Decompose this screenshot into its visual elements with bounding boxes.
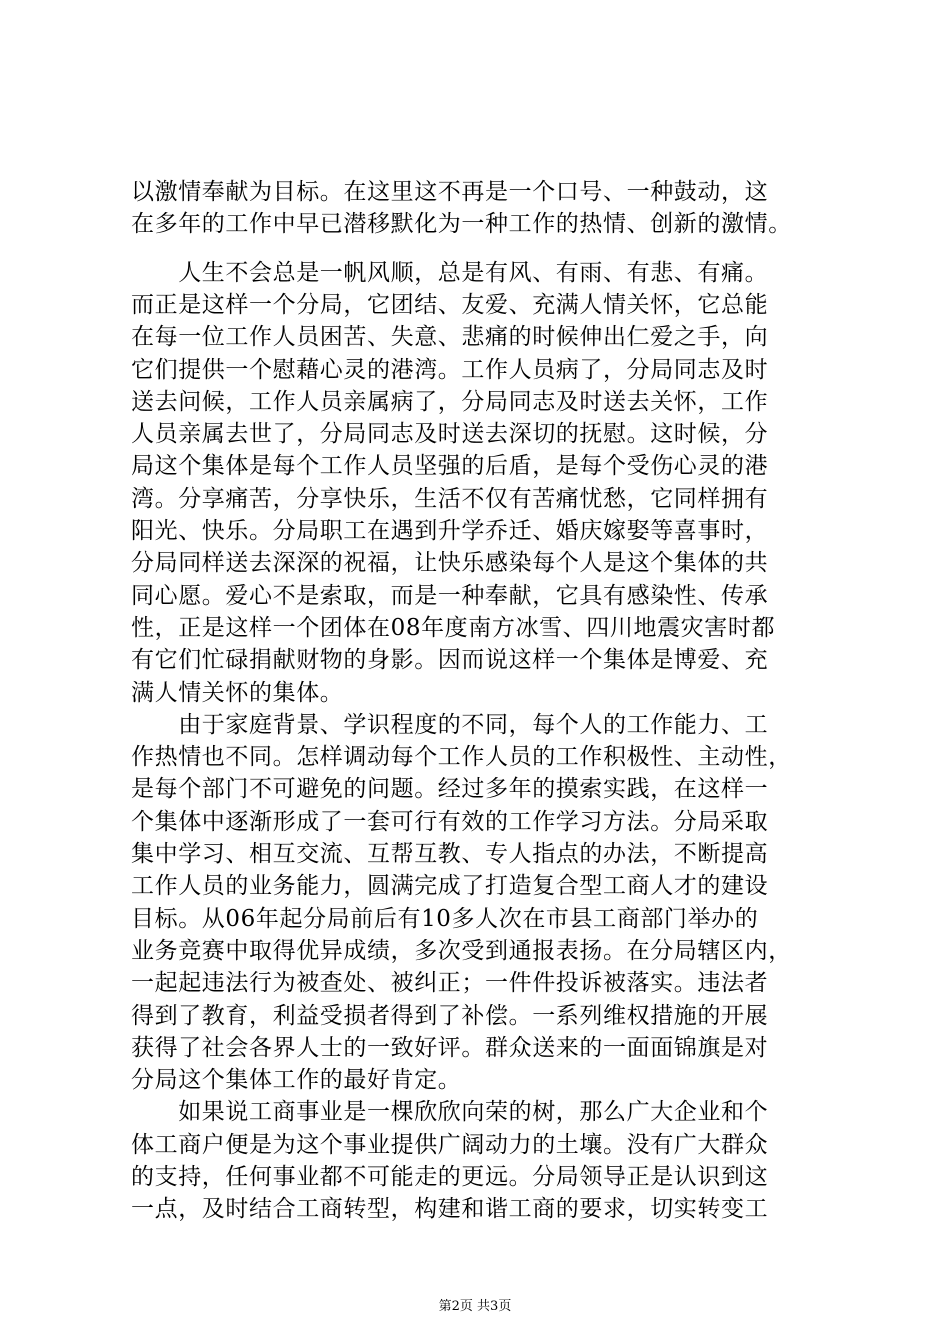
text-line: 的支持，任何事业都不可能走的更远。分局领导正是认识到这 (131, 1164, 769, 1190)
text-line: 性，正是这样一个团体在08年度南方冰雪、四川地震灾害时都 (131, 614, 776, 641)
text-line: 体工商户便是为这个事业提供广阔动力的土壤。没有广大群众 (131, 1131, 769, 1158)
text-line: 一起起违法行为被查处、被纠正；一件件投诉被落实。违法者 (131, 970, 769, 997)
text-line: 有它们忙碌捐献财物的身影。因而说这样一个集体是博爱、充 (131, 647, 769, 674)
text-line: 集中学习、相互交流、互帮互教、专人指点的办法，不断提高 (131, 841, 769, 867)
text-line: 目标。从06年起分局前后有10多人次在市县工商部门举办的 (131, 905, 759, 932)
text-line: 得到了教育，利益受损者得到了补偿。一系列维权措施的开展 (131, 1002, 769, 1029)
text-line: 在每一位工作人员困苦、失意、悲痛的时候伸出仁爱之手，向 (131, 324, 769, 351)
text-line: 分局同样送去深深的祝福，让快乐感染每个人是这个集体的共 (131, 550, 769, 577)
text-line: 同心愿。爱心不是索取，而是一种奉献，它具有感染性、传承 (131, 582, 769, 609)
text-line: 满人情关怀的集体。 (131, 679, 344, 706)
text-line: 是每个部门不可避免的问题。经过多年的摸索实践，在这样一 (131, 776, 769, 803)
text-line: 阳光、快乐。分局职工在遇到升学乔迁、婚庆嫁娶等喜事时， (131, 518, 769, 544)
text-line: 人员亲属去世了，分局同志及时送去深切的抚慰。这时候，分 (131, 421, 769, 448)
text-line: 局这个集体是每个工作人员坚强的后盾，是每个受伤心灵的港 (131, 453, 769, 480)
text-line: 送去问候，工作人员亲属病了，分局同志及时送去关怀，工作 (131, 388, 769, 415)
text-line: 个集体中逐渐形成了一套可行有效的工作学习方法。分局采取 (131, 808, 769, 835)
text-line: 由于家庭背景、学识程度的不同，每个人的工作能力、工 (131, 711, 769, 738)
text-line: 如果说工商事业是一棵欣欣向荣的树，那么广大企业和个 (131, 1099, 769, 1126)
text-line: 而正是这样一个分局，它团结、友爱、充满人情关怀，它总能 (131, 291, 769, 318)
text-line: 以激情奉献为目标。在这里这不再是一个口号、一种鼓动，这 (131, 179, 769, 205)
text-line: 一点，及时结合工商转型，构建和谐工商的要求，切实转变工 (131, 1196, 769, 1223)
text-line: 业务竞赛中取得优异成绩，多次受到通报表扬。在分局辖区内， (131, 937, 792, 964)
text-line: 湾。分享痛苦，分享快乐，生活不仅有苦痛忧愁，它同样拥有 (131, 485, 769, 512)
text-line: 获得了社会各界人士的一致好评。群众送来的一面面锦旗是对 (131, 1034, 769, 1061)
text-line: 作热情也不同。怎样调动每个工作人员的工作积极性、主动性， (131, 744, 792, 771)
text-line: 分局这个集体工作的最好肯定。 (131, 1067, 462, 1094)
text-line: 在多年的工作中早已潜移默化为一种工作的热情、创新的激情。 (131, 211, 792, 238)
text-line: 工作人员的业务能力，圆满完成了打造复合型工商人才的建设 (131, 873, 769, 900)
page-footer: 第2页 共3页 (438, 1299, 512, 1314)
text-line: 它们提供一个慰藉心灵的港湾。工作人员病了，分局同志及时 (131, 356, 769, 383)
text-line: 人生不会总是一帆风顺，总是有风、有雨、有悲、有痛。 (131, 259, 769, 286)
